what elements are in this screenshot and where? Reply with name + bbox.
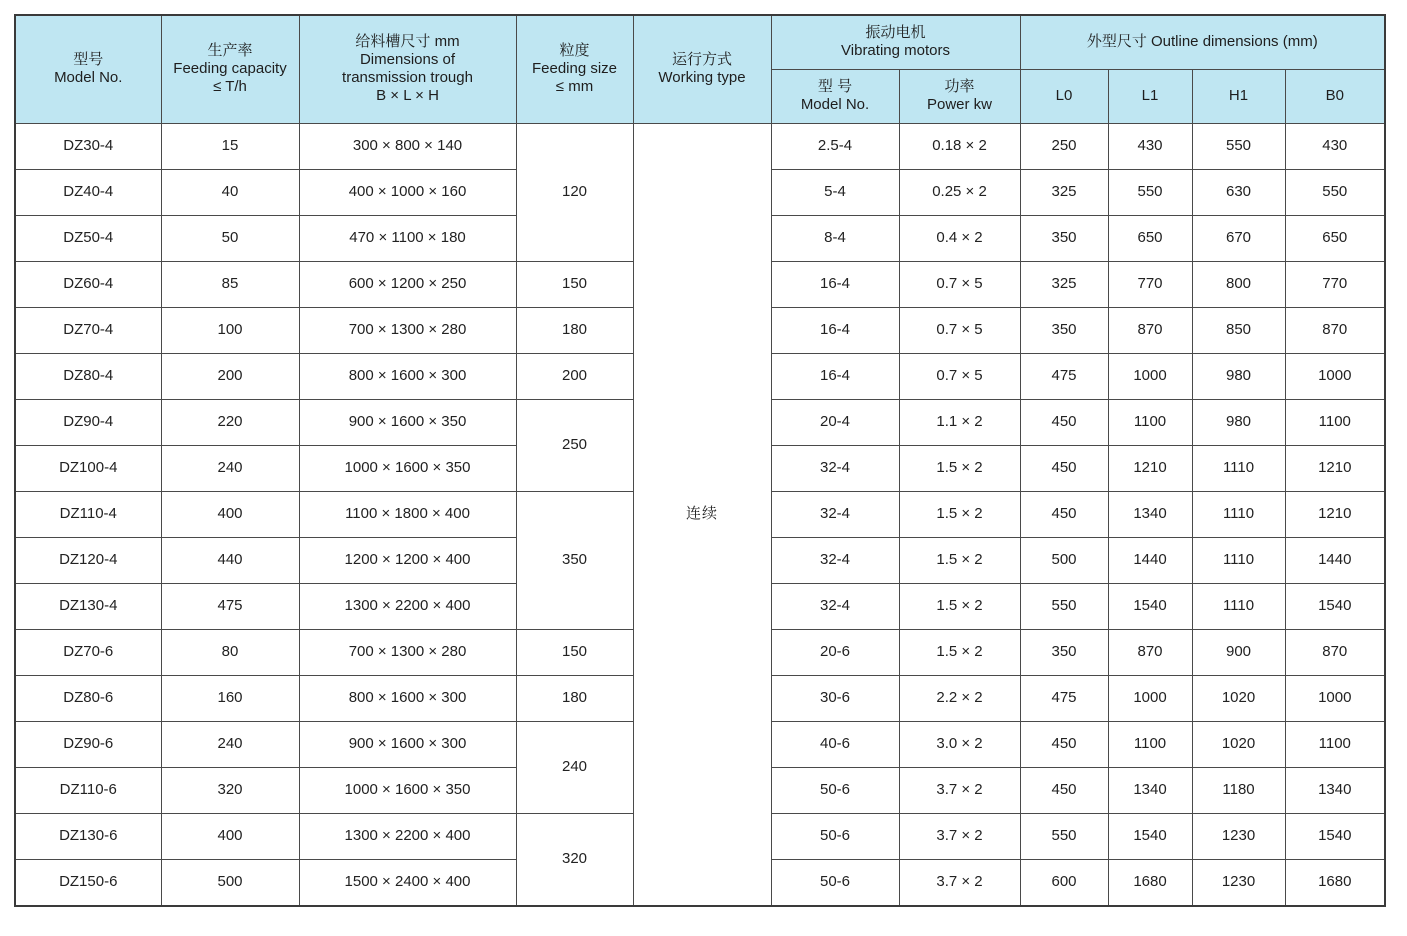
cell-h1: 1020 xyxy=(1192,675,1285,721)
cell-motor-model: 8-4 xyxy=(771,215,899,261)
cell-l0: 450 xyxy=(1020,767,1108,813)
cell-motor-model: 32-4 xyxy=(771,445,899,491)
cell-motor-model: 16-4 xyxy=(771,261,899,307)
header-trough-en-2: transmission trough xyxy=(342,69,473,87)
cell-l1: 1100 xyxy=(1108,721,1192,767)
cell-b0: 1000 xyxy=(1285,675,1385,721)
cell-l1: 1680 xyxy=(1108,859,1192,906)
cell-model: DZ60-4 xyxy=(15,261,161,307)
cell-l1: 1000 xyxy=(1108,675,1192,721)
header-motor-model-en: Model No. xyxy=(800,96,870,113)
cell-l0: 450 xyxy=(1020,491,1108,537)
header-feed-size-cn: 粒度 xyxy=(559,42,590,60)
cell-h1: 670 xyxy=(1192,215,1285,261)
cell-l1: 1440 xyxy=(1108,537,1192,583)
header-trough-cn: 给料槽尺寸 mm xyxy=(355,33,460,51)
header-motor-power-cn: 功率 xyxy=(944,78,975,95)
header-motor-power xyxy=(899,69,1020,123)
table-body xyxy=(15,123,1385,906)
cell-motor-model: 40-6 xyxy=(771,721,899,767)
header-working-type-en: Working type xyxy=(658,69,746,87)
header-motors-en: Vibrating motors xyxy=(841,42,950,60)
cell-motor-model: 32-4 xyxy=(771,583,899,629)
cell-motor-model: 5-4 xyxy=(771,169,899,215)
cell-model: DZ40-4 xyxy=(15,169,161,215)
cell-h1: 850 xyxy=(1192,307,1285,353)
header-capacity-cn: 生产率 xyxy=(207,42,253,60)
table-row xyxy=(15,123,1385,169)
cell-motor-power: 0.7 × 5 xyxy=(899,261,1020,307)
header-motors-cn: 振动电机 xyxy=(865,24,926,42)
header-working-type-cn: 运行方式 xyxy=(671,51,732,69)
header-h1: H1 xyxy=(1192,69,1285,123)
cell-l1: 550 xyxy=(1108,169,1192,215)
cell-motor-model: 16-4 xyxy=(771,353,899,399)
header-b0: B0 xyxy=(1285,69,1385,123)
cell-trough-dimensions: 700 × 1300 × 280 xyxy=(299,307,516,353)
cell-l1: 1540 xyxy=(1108,583,1192,629)
cell-trough-dimensions: 1000 × 1600 × 350 xyxy=(299,445,516,491)
cell-capacity: 440 xyxy=(161,537,299,583)
cell-h1: 1110 xyxy=(1192,445,1285,491)
cell-b0: 1210 xyxy=(1285,445,1385,491)
cell-l1: 1340 xyxy=(1108,491,1192,537)
cell-b0: 1440 xyxy=(1285,537,1385,583)
cell-motor-power: 1.5 × 2 xyxy=(899,445,1020,491)
cell-b0: 870 xyxy=(1285,629,1385,675)
cell-h1: 630 xyxy=(1192,169,1285,215)
cell-trough-dimensions: 470 × 1100 × 180 xyxy=(299,215,516,261)
header-trough-en-1: Dimensions of xyxy=(359,51,456,69)
cell-l1: 870 xyxy=(1108,629,1192,675)
cell-l0: 600 xyxy=(1020,859,1108,906)
header-model-en: Model No. xyxy=(54,69,123,87)
cell-model: DZ120-4 xyxy=(15,537,161,583)
cell-capacity: 240 xyxy=(161,721,299,767)
cell-motor-power: 0.18 × 2 xyxy=(899,123,1020,169)
cell-motor-power: 1.5 × 2 xyxy=(899,537,1020,583)
cell-b0: 1540 xyxy=(1285,583,1385,629)
cell-h1: 1230 xyxy=(1192,859,1285,906)
cell-l0: 250 xyxy=(1020,123,1108,169)
cell-feed-size: 180 xyxy=(516,307,633,353)
cell-motor-model: 50-6 xyxy=(771,859,899,906)
cell-capacity: 160 xyxy=(161,675,299,721)
header-model xyxy=(15,15,161,123)
cell-trough-dimensions: 900 × 1600 × 300 xyxy=(299,721,516,767)
cell-l0: 550 xyxy=(1020,583,1108,629)
cell-motor-model: 16-4 xyxy=(771,307,899,353)
cell-trough-dimensions: 600 × 1200 × 250 xyxy=(299,261,516,307)
cell-feed-size: 320 xyxy=(516,813,633,906)
cell-feed-size: 150 xyxy=(516,261,633,307)
cell-b0: 1100 xyxy=(1285,399,1385,445)
cell-h1: 1180 xyxy=(1192,767,1285,813)
cell-trough-dimensions: 1300 × 2200 × 400 xyxy=(299,813,516,859)
header-trough-formula: B × L × H xyxy=(376,87,439,105)
cell-b0: 1680 xyxy=(1285,859,1385,906)
header-motors xyxy=(771,15,1020,69)
cell-l1: 1540 xyxy=(1108,813,1192,859)
cell-motor-power: 1.5 × 2 xyxy=(899,629,1020,675)
cell-capacity: 50 xyxy=(161,215,299,261)
cell-motor-model: 50-6 xyxy=(771,767,899,813)
header-outline: 外型尺寸 Outline dimensions (mm) xyxy=(1020,15,1385,69)
cell-model: DZ130-6 xyxy=(15,813,161,859)
cell-motor-power: 3.7 × 2 xyxy=(899,767,1020,813)
cell-capacity: 220 xyxy=(161,399,299,445)
cell-capacity: 85 xyxy=(161,261,299,307)
cell-feed-size: 180 xyxy=(516,675,633,721)
cell-model: DZ110-4 xyxy=(15,491,161,537)
table-header xyxy=(15,15,1385,123)
cell-b0: 650 xyxy=(1285,215,1385,261)
cell-motor-power: 0.4 × 2 xyxy=(899,215,1020,261)
header-capacity-unit: ≤ T/h xyxy=(213,78,247,96)
cell-motor-power: 1.5 × 2 xyxy=(899,491,1020,537)
cell-capacity: 100 xyxy=(161,307,299,353)
cell-b0: 770 xyxy=(1285,261,1385,307)
cell-h1: 1230 xyxy=(1192,813,1285,859)
cell-h1: 900 xyxy=(1192,629,1285,675)
cell-model: DZ110-6 xyxy=(15,767,161,813)
header-feed-size-unit: ≤ mm xyxy=(555,78,594,96)
cell-h1: 1020 xyxy=(1192,721,1285,767)
header-feed-size xyxy=(516,15,633,123)
cell-motor-power: 1.5 × 2 xyxy=(899,583,1020,629)
cell-model: DZ30-4 xyxy=(15,123,161,169)
cell-model: DZ130-4 xyxy=(15,583,161,629)
cell-trough-dimensions: 800 × 1600 × 300 xyxy=(299,675,516,721)
cell-trough-dimensions: 800 × 1600 × 300 xyxy=(299,353,516,399)
cell-model: DZ90-6 xyxy=(15,721,161,767)
cell-feed-size: 150 xyxy=(516,629,633,675)
cell-b0: 870 xyxy=(1285,307,1385,353)
cell-feed-size: 350 xyxy=(516,491,633,629)
cell-b0: 1340 xyxy=(1285,767,1385,813)
header-working-type xyxy=(633,15,771,123)
cell-capacity: 40 xyxy=(161,169,299,215)
header-motor-model-cn: 型 号 xyxy=(817,78,853,95)
cell-feed-size: 240 xyxy=(516,721,633,813)
cell-motor-model: 2.5-4 xyxy=(771,123,899,169)
cell-capacity: 15 xyxy=(161,123,299,169)
cell-model: DZ80-6 xyxy=(15,675,161,721)
cell-feed-size: 120 xyxy=(516,123,633,261)
cell-l0: 500 xyxy=(1020,537,1108,583)
cell-model: DZ150-6 xyxy=(15,859,161,906)
cell-motor-model: 30-6 xyxy=(771,675,899,721)
cell-l1: 770 xyxy=(1108,261,1192,307)
cell-l1: 870 xyxy=(1108,307,1192,353)
cell-trough-dimensions: 300 × 800 × 140 xyxy=(299,123,516,169)
cell-l1: 430 xyxy=(1108,123,1192,169)
cell-h1: 980 xyxy=(1192,399,1285,445)
cell-l0: 325 xyxy=(1020,261,1108,307)
cell-l0: 475 xyxy=(1020,353,1108,399)
cell-feed-size: 200 xyxy=(516,353,633,399)
cell-l1: 1000 xyxy=(1108,353,1192,399)
header-feed-size-en: Feeding size xyxy=(531,60,618,78)
cell-motor-power: 3.7 × 2 xyxy=(899,813,1020,859)
cell-b0: 550 xyxy=(1285,169,1385,215)
cell-b0: 1100 xyxy=(1285,721,1385,767)
cell-motor-power: 2.2 × 2 xyxy=(899,675,1020,721)
cell-h1: 550 xyxy=(1192,123,1285,169)
header-l1: L1 xyxy=(1108,69,1192,123)
cell-h1: 1110 xyxy=(1192,491,1285,537)
cell-working-type: 连续 xyxy=(633,123,771,906)
cell-l0: 325 xyxy=(1020,169,1108,215)
cell-trough-dimensions: 1500 × 2400 × 400 xyxy=(299,859,516,906)
cell-motor-power: 1.1 × 2 xyxy=(899,399,1020,445)
header-motor-model xyxy=(771,69,899,123)
cell-l0: 350 xyxy=(1020,215,1108,261)
cell-trough-dimensions: 900 × 1600 × 350 xyxy=(299,399,516,445)
cell-trough-dimensions: 1000 × 1600 × 350 xyxy=(299,767,516,813)
cell-capacity: 320 xyxy=(161,767,299,813)
cell-model: DZ90-4 xyxy=(15,399,161,445)
cell-motor-model: 20-6 xyxy=(771,629,899,675)
cell-model: DZ70-6 xyxy=(15,629,161,675)
header-motor-power-en: Power kw xyxy=(926,96,993,113)
cell-model: DZ80-4 xyxy=(15,353,161,399)
cell-b0: 1000 xyxy=(1285,353,1385,399)
cell-capacity: 200 xyxy=(161,353,299,399)
cell-trough-dimensions: 1100 × 1800 × 400 xyxy=(299,491,516,537)
cell-l1: 1100 xyxy=(1108,399,1192,445)
cell-l0: 350 xyxy=(1020,307,1108,353)
cell-motor-model: 32-4 xyxy=(771,491,899,537)
header-model-cn: 型号 xyxy=(73,51,104,69)
cell-h1: 1110 xyxy=(1192,537,1285,583)
cell-b0: 1210 xyxy=(1285,491,1385,537)
cell-motor-model: 50-6 xyxy=(771,813,899,859)
cell-b0: 430 xyxy=(1285,123,1385,169)
cell-motor-power: 0.7 × 5 xyxy=(899,307,1020,353)
cell-l0: 450 xyxy=(1020,721,1108,767)
header-trough xyxy=(299,15,516,123)
cell-feed-size: 250 xyxy=(516,399,633,491)
cell-l1: 650 xyxy=(1108,215,1192,261)
cell-capacity: 500 xyxy=(161,859,299,906)
spec-table-container xyxy=(14,14,1386,907)
cell-trough-dimensions: 1300 × 2200 × 400 xyxy=(299,583,516,629)
cell-capacity: 240 xyxy=(161,445,299,491)
cell-h1: 800 xyxy=(1192,261,1285,307)
header-capacity xyxy=(161,15,299,123)
cell-motor-power: 3.0 × 2 xyxy=(899,721,1020,767)
header-l0: L0 xyxy=(1020,69,1108,123)
vibrating-feeder-spec-table xyxy=(14,14,1386,907)
cell-capacity: 475 xyxy=(161,583,299,629)
cell-l0: 550 xyxy=(1020,813,1108,859)
cell-model: DZ100-4 xyxy=(15,445,161,491)
cell-model: DZ50-4 xyxy=(15,215,161,261)
cell-motor-power: 3.7 × 2 xyxy=(899,859,1020,906)
cell-motor-power: 0.7 × 5 xyxy=(899,353,1020,399)
cell-b0: 1540 xyxy=(1285,813,1385,859)
cell-l0: 450 xyxy=(1020,445,1108,491)
cell-capacity: 400 xyxy=(161,813,299,859)
cell-motor-model: 32-4 xyxy=(771,537,899,583)
cell-l0: 350 xyxy=(1020,629,1108,675)
cell-trough-dimensions: 400 × 1000 × 160 xyxy=(299,169,516,215)
cell-l0: 450 xyxy=(1020,399,1108,445)
cell-l1: 1340 xyxy=(1108,767,1192,813)
cell-h1: 980 xyxy=(1192,353,1285,399)
cell-capacity: 80 xyxy=(161,629,299,675)
cell-trough-dimensions: 1200 × 1200 × 400 xyxy=(299,537,516,583)
cell-motor-power: 0.25 × 2 xyxy=(899,169,1020,215)
cell-l1: 1210 xyxy=(1108,445,1192,491)
cell-motor-model: 20-4 xyxy=(771,399,899,445)
cell-h1: 1110 xyxy=(1192,583,1285,629)
cell-trough-dimensions: 700 × 1300 × 280 xyxy=(299,629,516,675)
cell-capacity: 400 xyxy=(161,491,299,537)
header-capacity-en: Feeding capacity xyxy=(173,60,287,78)
cell-model: DZ70-4 xyxy=(15,307,161,353)
cell-l0: 475 xyxy=(1020,675,1108,721)
